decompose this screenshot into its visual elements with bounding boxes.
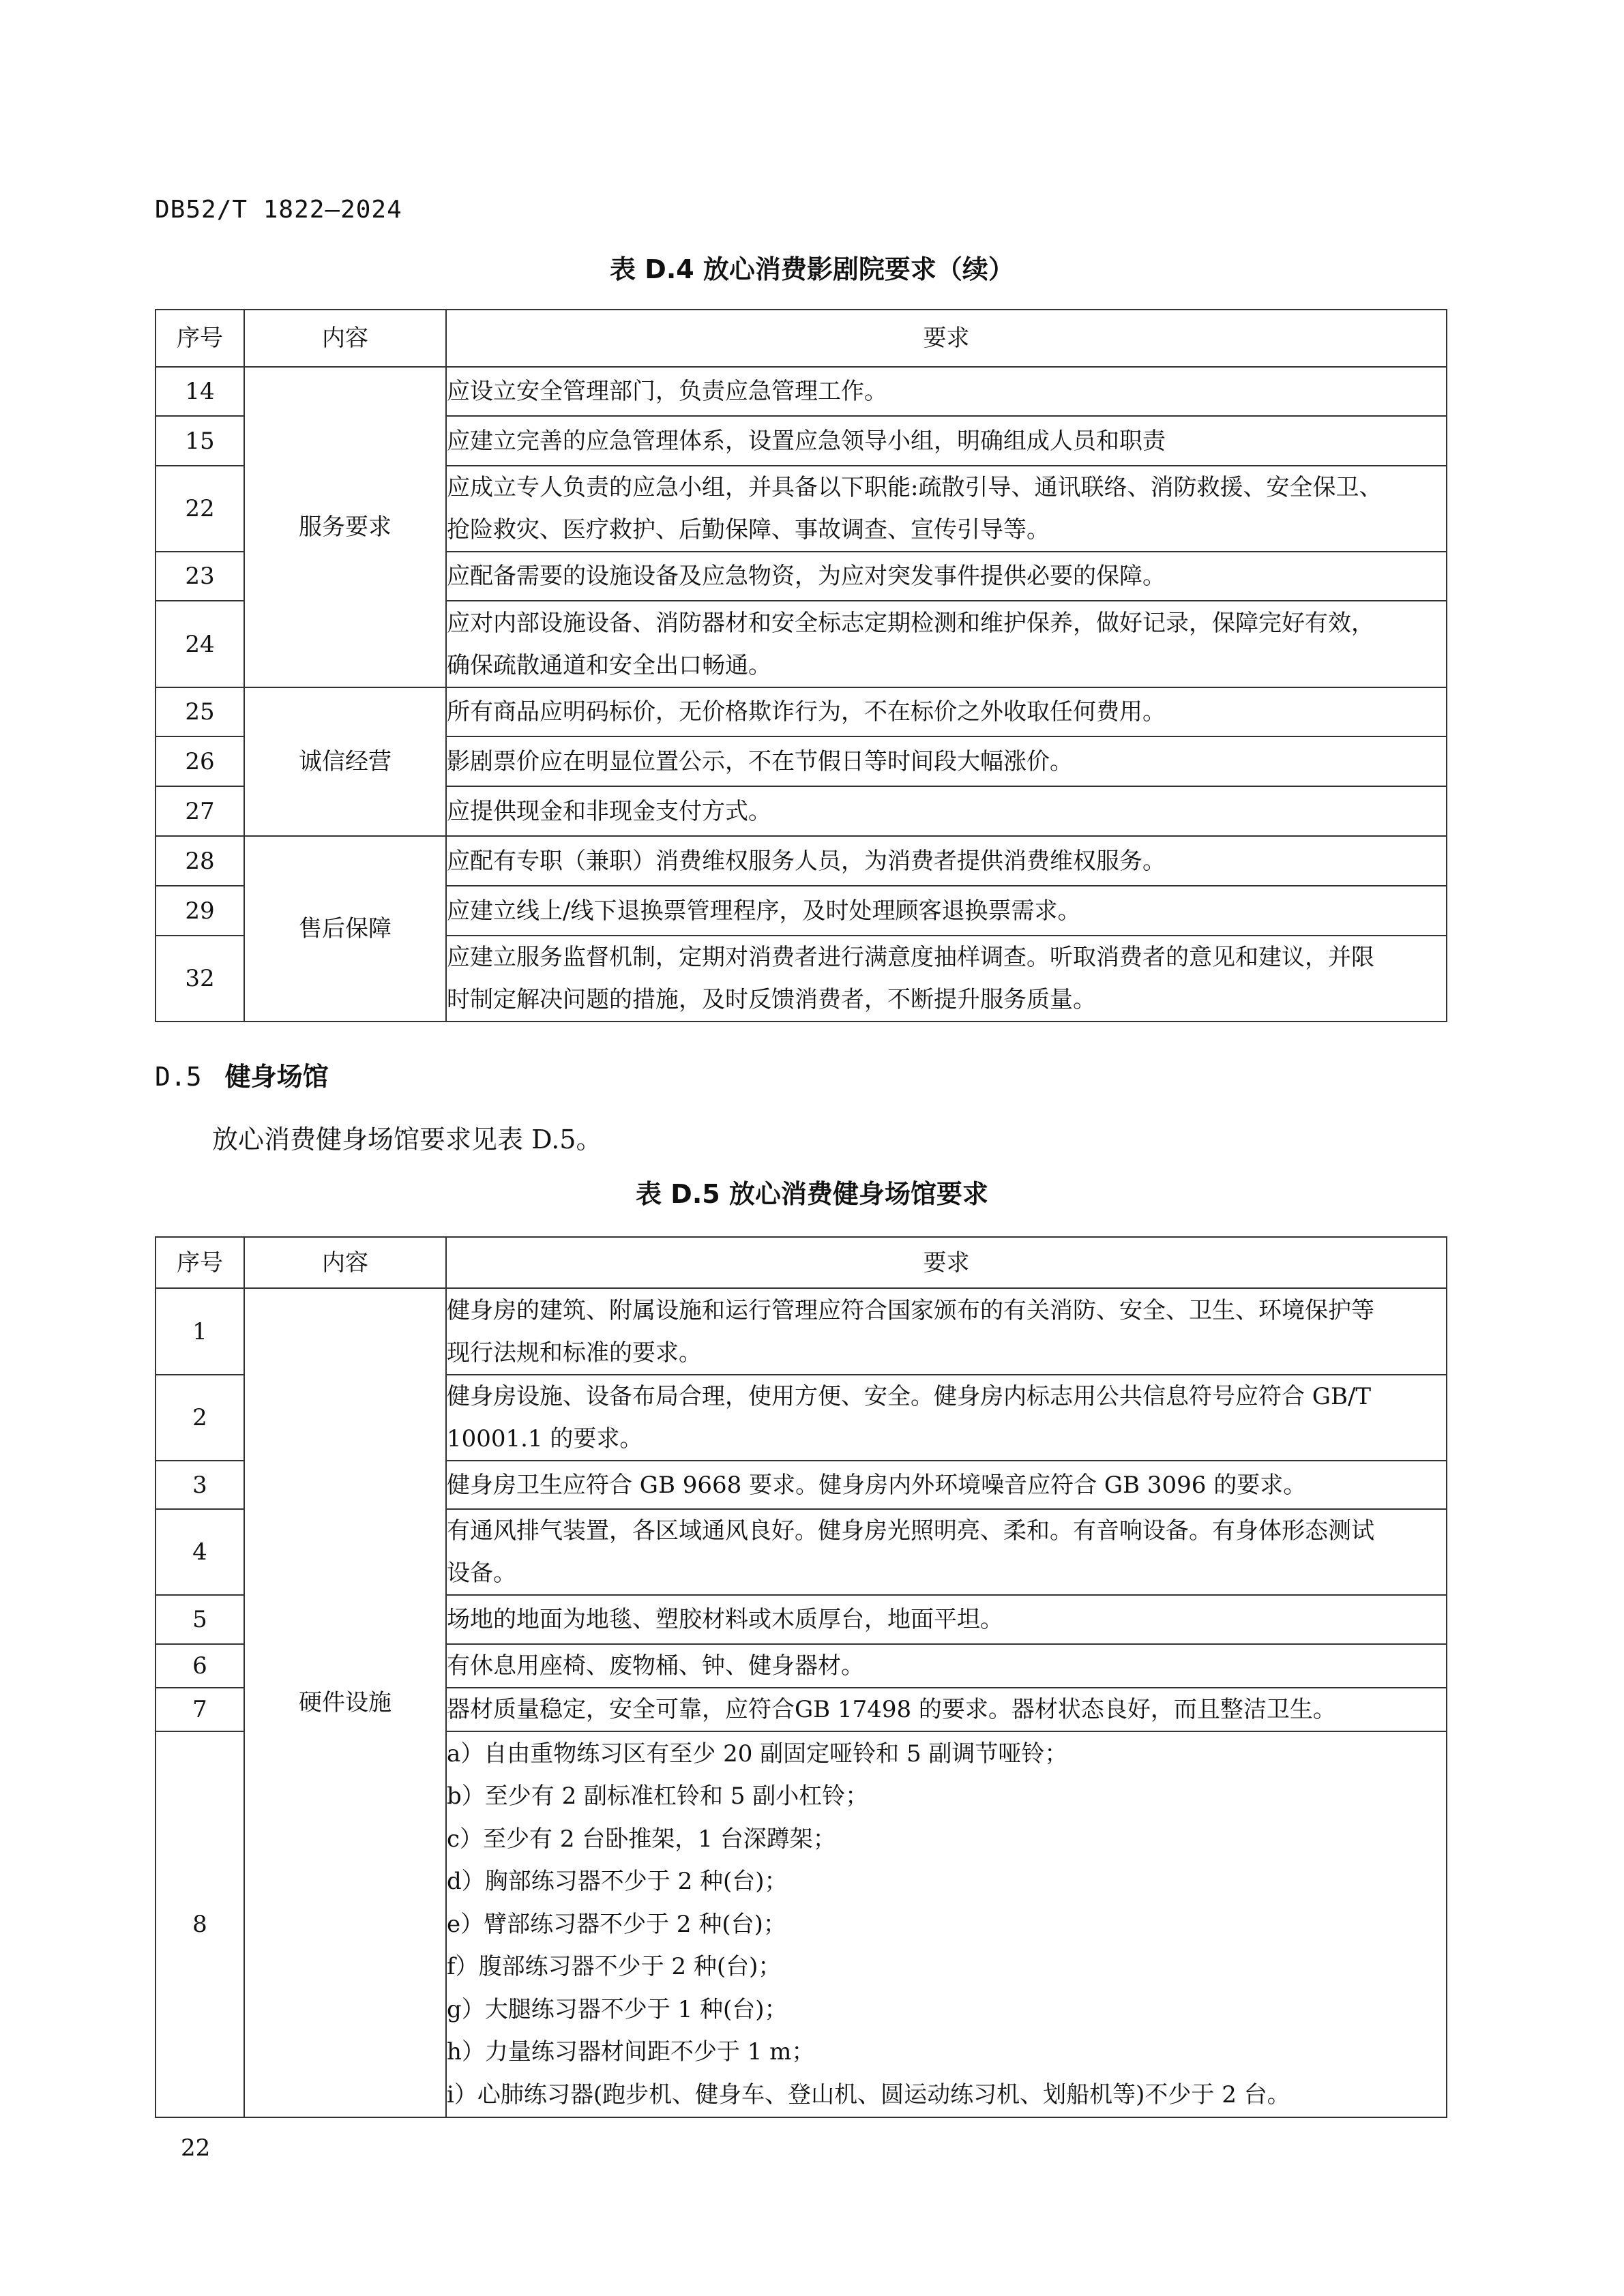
list-item: h）力量练习器材间距不少于 1 m；: [447, 2038, 815, 2066]
col-header-number: 序号: [156, 310, 244, 367]
requirement-cell: [446, 367, 1447, 416]
section-title: 健身场馆: [224, 1062, 329, 1092]
requirement-cell: [446, 1688, 1447, 1731]
col-header-number: 序号: [156, 1237, 244, 1288]
requirement-cell: [446, 466, 1447, 552]
category-cell: 硬件设施: [244, 1288, 446, 2117]
category-cell: 售后保障: [244, 836, 446, 1022]
list-item: a）自由重物练习区有至少 20 副固定哑铃和 5 副调节哑铃；: [447, 1740, 1068, 1768]
table-row: [156, 1288, 1447, 1375]
row-number: 25: [156, 687, 244, 736]
list-item: c）至少有 2 台卧推架，1 台深蹲架；: [447, 1825, 836, 1853]
col-header-requirement: 要求: [446, 310, 1447, 367]
requirement-line: 有休息用座椅、废物桶、钟、健身器材。: [447, 1652, 864, 1680]
row-number: 7: [156, 1688, 244, 1731]
list-item: b）至少有 2 副标准杠铃和 5 副小杠铃；: [447, 1783, 869, 1810]
requirement-line: 设备。: [447, 1560, 516, 1587]
requirement-cell: [446, 1375, 1447, 1461]
requirement-line: 现行法规和标准的要求。: [447, 1339, 702, 1367]
requirement-line: 应建立完善的应急管理体系，设置应急领导小组，明确组成人员和职责: [447, 427, 1166, 455]
requirement-line: 应配有专职（兼职）消费维权服务人员，为消费者提供消费维权服务。: [447, 847, 1166, 875]
row-number: 27: [156, 786, 244, 836]
requirement-line: 应配备需要的设施设备及应急物资，为应对突发事件提供必要的保障。: [447, 563, 1166, 590]
requirement-line: 抢险救灾、医疗救护、后勤保障、事故调查、宣传引导等。: [447, 516, 1050, 543]
document-code: DB52/T 1822—2024: [155, 196, 402, 224]
requirement-line: 健身房设施、设备布局合理，使用方便、安全。健身房内标志用公共信息符号应符合 GB/T: [447, 1383, 1372, 1410]
col-header-content: 内容: [244, 1237, 446, 1288]
table-caption-d5: 表 D.5 放心消费健身场馆要求: [636, 1179, 988, 1209]
requirement-line: 影剧票价应在明显位置公示，不在节假日等时间段大幅涨价。: [447, 747, 1073, 775]
requirement-line: 有通风排气装置，各区域通风良好。健身房光照明亮、柔和。有音响设备。有身体形态测试: [447, 1517, 1374, 1545]
col-header-requirement: 要求: [446, 1237, 1447, 1288]
requirement-line: 应提供现金和非现金支付方式。: [447, 797, 771, 825]
row-number: 3: [156, 1461, 244, 1509]
row-number: 28: [156, 836, 244, 886]
requirement-line: 健身房的建筑、附属设施和运行管理应符合国家颁布的有关消防、安全、卫生、环境保护等: [447, 1296, 1374, 1324]
table-d4: [155, 309, 1447, 1022]
requirement-line: 10001.1 的要求。: [447, 1425, 643, 1452]
row-number: 14: [156, 367, 244, 416]
category-cell: 服务要求: [244, 367, 446, 687]
requirement-line: 器材质量稳定，安全可靠，应符合GB 17498 的要求。器材状态良好，而且整洁卫生。: [447, 1696, 1336, 1723]
section-intro: 放心消费健身场馆要求见表 D.5。: [212, 1124, 602, 1154]
row-number: 29: [156, 886, 244, 936]
page-number: 22: [181, 2134, 211, 2162]
requirement-cell: [446, 1644, 1447, 1688]
row-number: 23: [156, 552, 244, 601]
table-row: [156, 367, 1447, 416]
section-number: D.5: [155, 1062, 202, 1092]
table-row: [156, 687, 1447, 736]
row-number: 2: [156, 1375, 244, 1461]
requirement-cell: [446, 786, 1447, 836]
requirement-cell: [446, 936, 1447, 1022]
row-number: 8: [156, 1731, 244, 2117]
row-number: 6: [156, 1644, 244, 1688]
row-number: 24: [156, 601, 244, 687]
table-caption-d4: 表 D.4 放心消费影剧院要求（续）: [610, 254, 1014, 284]
row-number: 15: [156, 416, 244, 466]
requirement-line: 健身房卫生应符合 GB 9668 要求。健身房内外环境噪音应符合 GB 3096 的要求。: [447, 1471, 1307, 1499]
requirement-cell: [446, 552, 1447, 601]
requirement-cell: [446, 836, 1447, 886]
requirement-line: 确保疏散通道和安全出口畅通。: [447, 651, 771, 679]
row-number: 26: [156, 736, 244, 786]
requirement-cell: [446, 1461, 1447, 1509]
requirement-cell: [446, 601, 1447, 687]
table-header-row: [156, 310, 1447, 367]
list-item: e）臂部练习器不少于 2 种(台)；: [447, 1910, 786, 1938]
list-item: f）腹部练习器不少于 2 种(台)；: [447, 1953, 782, 1981]
row-number: 5: [156, 1595, 244, 1644]
requirement-line: 应成立专人负责的应急小组，并具备以下职能:疏散引导、通讯联络、消防救援、安全保卫、: [447, 474, 1383, 501]
requirement-cell: [446, 1509, 1447, 1595]
requirement-line: 所有商品应明码标价，无价格欺诈行为，不在标价之外收取任何费用。: [447, 698, 1166, 726]
category-cell: 诚信经营: [244, 687, 446, 836]
row-number: 22: [156, 466, 244, 552]
table-header-row: [156, 1237, 1447, 1288]
requirement-line: 应设立安全管理部门，负责应急管理工作。: [447, 378, 887, 405]
list-item: i）心肺练习器(跑步机、健身车、登山机、圆运动练习机、划船机等)不少于 2 台。: [447, 2081, 1290, 2108]
requirement-cell: [446, 736, 1447, 786]
list-item: g）大腿练习器不少于 1 种(台)；: [447, 1995, 788, 2023]
row-number: 4: [156, 1509, 244, 1595]
col-header-content: 内容: [244, 310, 446, 367]
section-heading: [155, 1056, 329, 1093]
requirement-cell: [446, 1595, 1447, 1644]
requirement-cell: [446, 1288, 1447, 1375]
list-item: d）胸部练习器不少于 2 种(台)；: [447, 1868, 788, 1896]
requirement-line: 应对内部设施设备、消防器材和安全标志定期检测和维护保养，做好记录，保障完好有效，: [447, 609, 1374, 637]
requirement-line: 应建立服务监督机制，定期对消费者进行满意度抽样调查。听取消费者的意见和建议，并限: [447, 944, 1374, 971]
row-number: 1: [156, 1288, 244, 1375]
requirement-line: 场地的地面为地毯、塑胶材料或木质厚台，地面平坦。: [447, 1606, 1003, 1633]
table-d5: [155, 1236, 1447, 2118]
requirement-line: 时制定解决问题的措施，及时反馈消费者，不断提升服务质量。: [447, 986, 1096, 1013]
requirement-cell: [446, 1731, 1447, 2117]
requirement-line: 应建立线上/线下退换票管理程序，及时处理顾客退换票需求。: [447, 897, 1081, 925]
requirement-cell: [446, 886, 1447, 936]
row-number: 32: [156, 936, 244, 1022]
table-row: [156, 836, 1447, 886]
requirement-cell: [446, 687, 1447, 736]
requirement-cell: [446, 416, 1447, 466]
